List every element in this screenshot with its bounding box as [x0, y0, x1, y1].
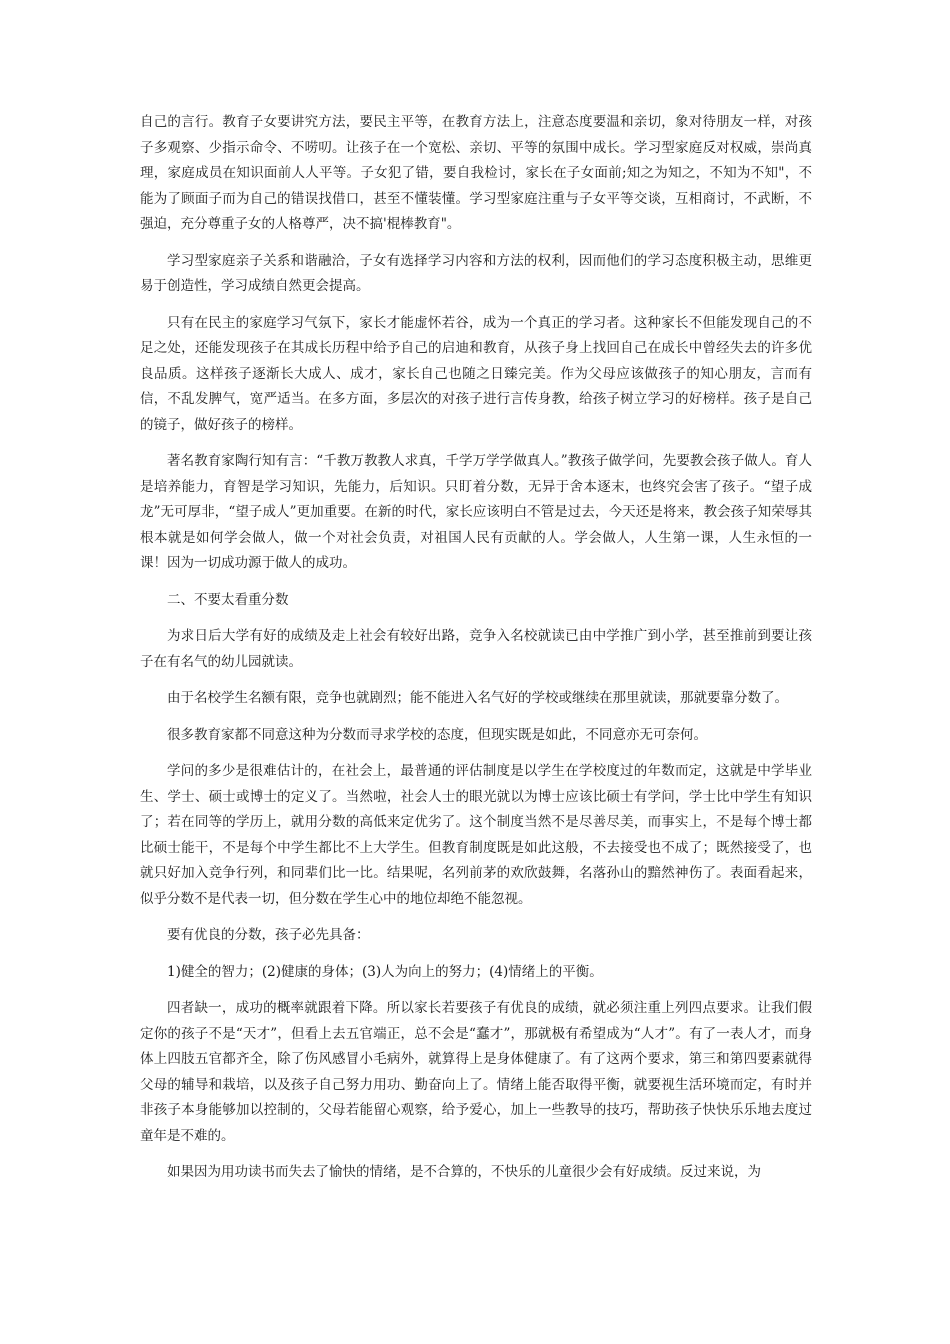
paragraph-3: 只有在民主的家庭学习气氛下，家长才能虚怀若谷，成为一个真正的学习者。这种家长不但能发现自己的不足之处，还能发现孩子在其成长历程中给予自己的启迪和教育，从孩子身上找回自己在成长中曾经失去的许多优良品质。这样孩子逐渐长大成人、成才，家长自己也随之日臻完美。作为父母应该做孩子的知心朋友，言而有信，不乱发脾气，宽严适当。在多方面，多层次的对孩子进行言传身教，给孩子树立学习的好榜样。孩子是自己的镜子，做好孩子的榜样。	[140, 314, 812, 433]
paragraph-6: 由于名校学生名额有限，竞争也就剧烈；能不能进入名气好的学校或继续在那里就读，那就要靠分数了。	[167, 690, 788, 706]
document-page	[140, 110, 812, 1197]
paragraph-5: 为求日后大学有好的成绩及走上社会有较好出路，竞争入名校就读已由中学推广到小学，甚至推前到要让孩子在有名气的幼儿园就读。	[140, 628, 812, 670]
paragraph-11: 四者缺一，成功的概率就跟着下降。所以家长若要孩子有优良的成绩，就必须注重上列四点要求。让我们假定你的孩子不是“天才”，但看上去五官端正，总不会是“蠢才”，那就极有希望成为“人才”。有了一表人才，而身体上四肢五官都齐全，除了伤风感冒小毛病外，就算得上是身体健康了。有了这两个要求，第三和第四要素就得父母的辅导和栽培，以及孩子自己努力用功、勤奋向上了。情绪上能否取得平衡，就要视生活环境而定，有时并非孩子本身能够加以控制的，父母若能留心观察，给予爱心，加上一些教导的技巧，帮助孩子快快乐乐地去度过童年是不难的。	[140, 1000, 812, 1144]
paragraph-8: 学问的多少是很难估计的，在社会上，最普通的评估制度是以学生在学校度过的年数而定，这就是中学毕业生、学士、硕士或博士的定义了。当然啦，社会人士的眼光就以为博士应该比硕士有学问，学士比中学生有知识了；若在同等的学历上，就用分数的高低来定优劣了。这个制度当然不是尽善尽美，而事实上，不是每个博士都比硕士能干，不是每个中学生都比不上大学生。但教育制度既是如此这般，不去接受也不成了；既然接受了，也就只好加入竞争行列，和同辈们比一比。结果呢，名列前茅的欢欣鼓舞，名落孙山的黯然神伤了。表面看起来，似乎分数不是代表一切，但分数在学生心中的地位却绝不能忽视。	[140, 763, 812, 907]
paragraph-9: 要有优良的分数，孩子必先具备：	[167, 927, 370, 943]
section-heading: 二、不要太看重分数	[167, 591, 289, 608]
paragraph-7: 很多教育家都不同意这种为分数而寻求学校的态度，但现实既是如此，不同意亦无可奈何。	[167, 726, 707, 743]
paragraph-12: 如果因为用功读书而失去了愉快的情绪，是不合算的，不快乐的儿童很少会有好成绩。反过来说，为	[167, 1164, 761, 1180]
paragraph-2: 学习型家庭亲子关系和谐融洽，子女有选择学习内容和方法的权利，因而他们的学习态度积极主动，思维更易于创造性，学习成绩自然更会提高。	[140, 252, 812, 294]
paragraph-10: 1)健全的智力；(2)健康的身体；(3)人为向上的努力；(4)情绪上的平衡。	[167, 963, 603, 980]
paragraph-1: 自己的言行。教育子女要讲究方法，要民主平等，在教育方法上，注意态度要温和亲切，象对待朋友一样，对孩子多观察、少指示命令、不唠叨。让孩子在一个宽松、亲切、平等的氛围中成长。学习型家庭反对权威，崇尚真理，家庭成员在知识面前人人平等。子女犯了错，要自我检讨，家长在子女面前;知之为知之，不知为不知"，不能为了顾面子而为自己的错误找借口，甚至不懂装懂。学习型家庭注重与子女平等交谈，互相商讨，不武断，不强迫，充分尊重子女的人格尊严，决不搞'棍棒教育"。	[140, 114, 812, 232]
paragraph-4: 著名教育家陶行知有言：“千教万教教人求真，千学万学学做真人。”教孩子做学问，先要教会孩子做人。育人是培养能力，育智是学习知识，先能力，后知识。只盯着分数，无异于舍本逐末，也终究会害了孩子。“望子成龙”无可厚非，“望子成人”更加重要。在新的时代，家长应该明白不管是过去，今天还是将来，教会孩子知荣辱其根本就是如何学会做人，做一个对社会负责，对祖国人民有贡献的人。学会做人，人生第一课，人生永恒的一课！因为一切成功源于做人的成功。	[140, 453, 812, 571]
